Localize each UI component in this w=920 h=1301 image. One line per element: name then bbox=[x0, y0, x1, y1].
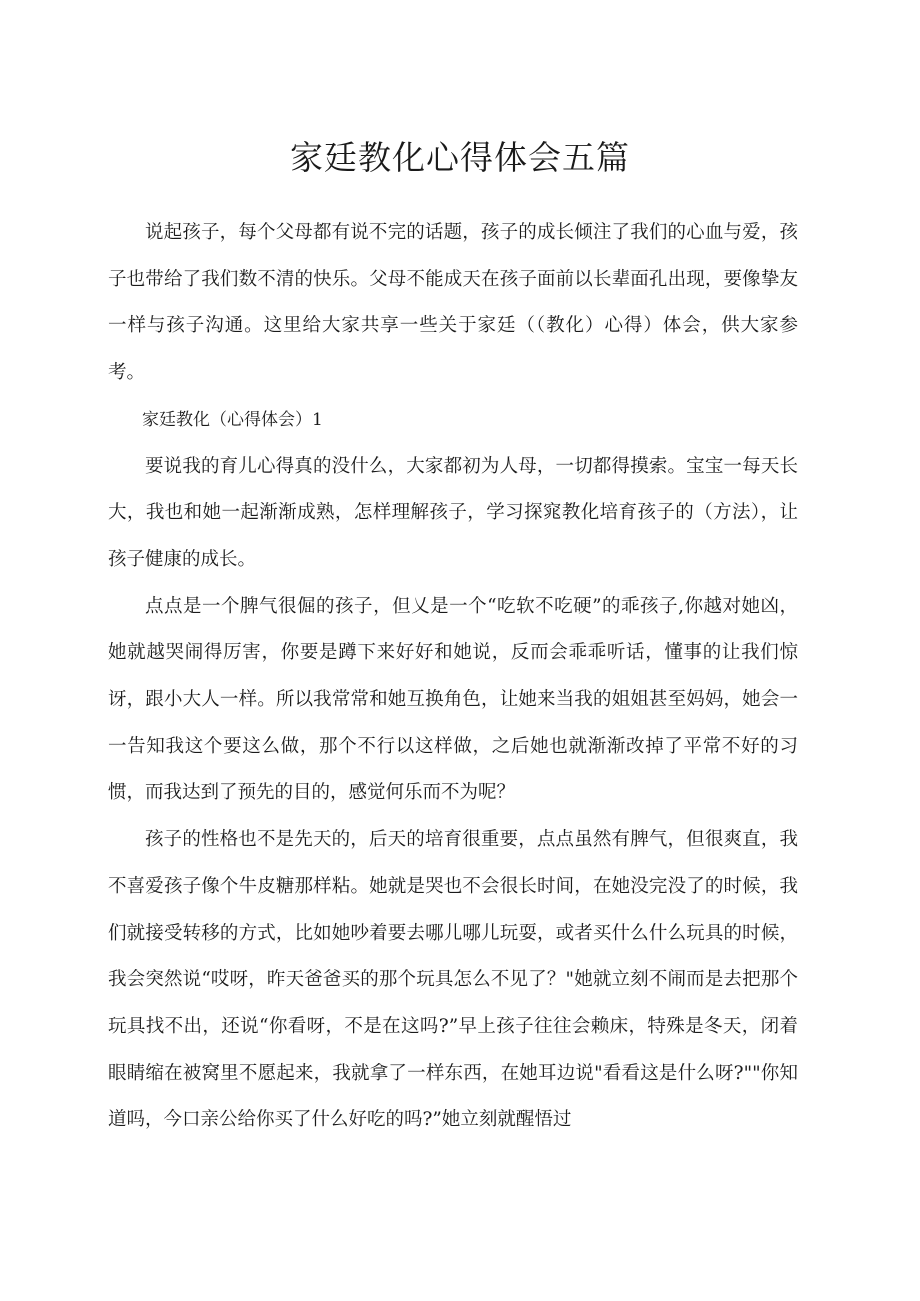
body-paragraph: 要说我的育儿心得真的没什么，大家都初为人母，一切都得摸索。宝宝一每天长大，我也和她一起渐渐成熟，怎样理解孩子，学习探窕教化培育孩子的（方法），让孩子健康的成长。 bbox=[108, 455, 798, 570]
document-body bbox=[108, 210, 798, 1144]
intro-paragraph: 说起孩子，每个父母都有说不完的话题，孩子的成长倾注了我们的心血与爱，孩子也带给了我们数不清的快乐。父母不能成天在孩子面前以长辈面孔出现，要像挚友一样与孩子沟通。这里给大家共享一些关于家廷（（教化）心得）体会，供大家参考。 bbox=[108, 222, 798, 384]
body-paragraph: 孩子的性格也不是先天的，后天的培育很重要，点点虽然有脾气，但很爽直，我不喜爱孩子像个牛皮糖那样粘。她就是哭也不会很长时间，在她没完没了的时候，我们就接受转移的方式，比如她吵着要去哪儿哪儿玩耍，或者买什么什么玩具的时候，我会突然说“哎呀，昨天爸爸买的那个玩具怎么不见了？"她就立刻不闹而是去把那个玩具找不出，还说“你看呀，不是在这吗?”早上孩子往往会赖床，特殊是冬天，闭着眼睛缩在被窝里不愿起来，我就拿了一样东西，在她耳边说"看看这是什么呀?""你知道吗，今口亲公给你买了什么好吃的吗?”她立刻就醒悟过 bbox=[108, 829, 798, 1131]
document-title: 家廷教化心得体会五篇 bbox=[290, 138, 630, 177]
body-paragraph: 点点是一个脾气很倔的孩子，但乂是一个“吃软不吃硬”的乖孩子,你越对她凶，她就越哭闹得厉害，你要是蹲下来好好和她说，反而会乖乖听话，懂事的让我们惊讶，跟小大人一样。所以我常常和她互换角色，让她来当我的姐姐甚至妈妈，她会一一告知我这个要这么做，那个不行以这样做，之后她也就渐渐改掉了平常不好的习惯，而我达到了预先的目的，感觉何乐而不为呢？ bbox=[108, 595, 798, 804]
section-heading: 家廷教化（心得体会）1 bbox=[142, 409, 323, 430]
